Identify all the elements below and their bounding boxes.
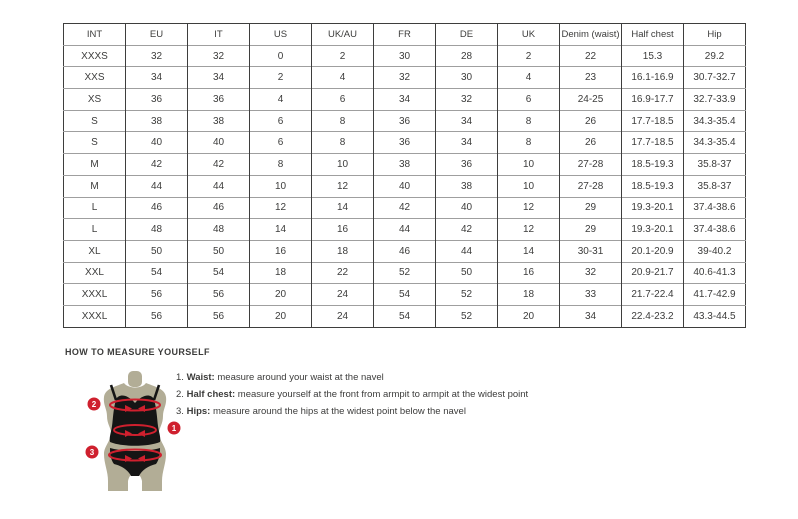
size-cell: S: [64, 132, 126, 154]
size-cell: 0: [250, 45, 312, 67]
size-cell: 42: [126, 154, 188, 176]
column-header: Half chest: [622, 24, 684, 46]
size-cell: 40: [374, 175, 436, 197]
size-cell: 24-25: [560, 89, 622, 111]
measure-instructions: [176, 369, 528, 420]
size-cell: 34: [374, 89, 436, 111]
size-cell: 12: [312, 175, 374, 197]
size-cell: 29.2: [684, 45, 746, 67]
size-cell: 20: [250, 305, 312, 327]
size-cell: 27-28: [560, 154, 622, 176]
size-cell: 54: [374, 305, 436, 327]
size-cell: 56: [188, 305, 250, 327]
size-cell: 38: [374, 154, 436, 176]
size-cell: 12: [498, 197, 560, 219]
size-cell: 4: [312, 67, 374, 89]
size-cell: 34: [436, 110, 498, 132]
size-cell: M: [64, 154, 126, 176]
size-cell: 44: [126, 175, 188, 197]
size-cell: 44: [436, 240, 498, 262]
size-cell: M: [64, 175, 126, 197]
size-cell: 23: [560, 67, 622, 89]
size-cell: 32: [436, 89, 498, 111]
column-header: US: [250, 24, 312, 46]
size-cell: XXXS: [64, 45, 126, 67]
size-cell: 34.3-35.4: [684, 110, 746, 132]
size-cell: 18.5-19.3: [622, 175, 684, 197]
size-cell: 32: [374, 67, 436, 89]
size-cell: 42: [436, 219, 498, 241]
size-cell: 19.3-20.1: [622, 197, 684, 219]
table-row: [64, 219, 746, 241]
size-cell: 6: [250, 110, 312, 132]
size-cell: 16: [312, 219, 374, 241]
size-cell: 44: [374, 219, 436, 241]
table-row: [64, 262, 746, 284]
size-cell: 50: [126, 240, 188, 262]
size-cell: 50: [188, 240, 250, 262]
size-cell: 56: [188, 284, 250, 306]
step-text: measure around your waist at the navel: [217, 372, 384, 383]
size-cell: 36: [374, 132, 436, 154]
size-cell: 37.4-38.6: [684, 219, 746, 241]
measure-badge-1: [168, 422, 181, 435]
size-cell: 6: [498, 89, 560, 111]
size-cell: 35.8-37: [684, 154, 746, 176]
size-cell: 38: [436, 175, 498, 197]
badge-number: 3: [89, 448, 95, 457]
size-cell: L: [64, 197, 126, 219]
size-cell: 46: [374, 240, 436, 262]
size-cell: 40: [126, 132, 188, 154]
size-cell: 10: [498, 175, 560, 197]
size-cell: 34: [560, 305, 622, 327]
size-cell: 52: [436, 305, 498, 327]
size-cell: 24: [312, 284, 374, 306]
size-cell: 30-31: [560, 240, 622, 262]
size-cell: 54: [374, 284, 436, 306]
size-cell: 20.9-21.7: [622, 262, 684, 284]
size-table: [63, 23, 746, 328]
column-header: EU: [126, 24, 188, 46]
size-cell: 50: [436, 262, 498, 284]
badge-number: 1: [171, 424, 177, 433]
size-cell: 18: [312, 240, 374, 262]
column-header: INT: [86, 28, 103, 40]
size-cell: 22: [560, 45, 622, 67]
column-header: UK: [498, 24, 560, 46]
size-cell: 54: [126, 262, 188, 284]
size-cell: 30: [436, 67, 498, 89]
size-cell: 46: [126, 197, 188, 219]
size-cell: 30.7-32.7: [684, 67, 746, 89]
size-cell: 20: [498, 305, 560, 327]
size-cell: 18.5-19.3: [622, 154, 684, 176]
size-cell: XXXL: [64, 284, 126, 306]
size-cell: 15.3: [622, 45, 684, 67]
size-cell: 8: [312, 132, 374, 154]
column-header: Denim (waist): [560, 24, 622, 46]
table-row: [64, 110, 746, 132]
size-cell: XXS: [64, 67, 126, 89]
table-row: [64, 240, 746, 262]
size-cell: 27-28: [560, 175, 622, 197]
size-cell: 10: [498, 154, 560, 176]
size-cell: 43.3-44.5: [684, 305, 746, 327]
size-cell: 38: [126, 110, 188, 132]
size-cell: 16: [250, 240, 312, 262]
table-row: [64, 67, 746, 89]
measure-step-half-chest: [176, 386, 528, 403]
size-cell: 18: [498, 284, 560, 306]
size-cell: 26: [560, 132, 622, 154]
step-number: 1.: [176, 372, 184, 383]
size-cell: 12: [250, 197, 312, 219]
size-cell: 36: [436, 154, 498, 176]
measure-step-waist: [176, 369, 528, 386]
size-cell: 2: [498, 45, 560, 67]
size-cell: 40.6-41.3: [684, 262, 746, 284]
table-row: [64, 284, 746, 306]
size-cell: 36: [374, 110, 436, 132]
table-row: [64, 305, 746, 327]
size-cell: 48: [188, 219, 250, 241]
size-cell: 8: [498, 110, 560, 132]
size-cell: 32: [126, 45, 188, 67]
size-cell: 20: [250, 284, 312, 306]
size-cell: 36: [126, 89, 188, 111]
size-cell: 40: [436, 197, 498, 219]
size-cell: 22: [312, 262, 374, 284]
size-cell: 36: [188, 89, 250, 111]
size-cell: 8: [498, 132, 560, 154]
step-text: measure around the hips at the widest point below the navel: [212, 406, 466, 417]
table-row: [64, 175, 746, 197]
table-header-row: [64, 24, 746, 46]
size-cell: 42: [188, 154, 250, 176]
size-cell: 29: [560, 197, 622, 219]
size-cell: 41.7-42.9: [684, 284, 746, 306]
size-cell: 34: [126, 67, 188, 89]
size-cell: 42: [374, 197, 436, 219]
size-cell: 44: [188, 175, 250, 197]
size-cell: 6: [312, 89, 374, 111]
size-cell: 40: [188, 132, 250, 154]
size-cell: 33: [560, 284, 622, 306]
size-cell: 16.1-16.9: [622, 67, 684, 89]
size-cell: 16.9-17.7: [622, 89, 684, 111]
size-cell: 4: [498, 67, 560, 89]
size-cell: 10: [312, 154, 374, 176]
size-cell: 12: [498, 219, 560, 241]
size-cell: 2: [250, 67, 312, 89]
size-cell: 52: [374, 262, 436, 284]
mannequin-measure-illustration: [82, 371, 188, 491]
column-header: Hip: [684, 24, 746, 46]
size-cell: 20.1-20.9: [622, 240, 684, 262]
step-label: Hips:: [186, 406, 211, 417]
size-cell: 8: [312, 110, 374, 132]
size-cell: 52: [436, 284, 498, 306]
size-cell: 34: [436, 132, 498, 154]
size-cell: 22.4-23.2: [622, 305, 684, 327]
step-number: 3.: [176, 406, 184, 417]
size-cell: 56: [126, 305, 188, 327]
size-cell: 17.7-18.5: [622, 110, 684, 132]
size-cell: 14: [312, 197, 374, 219]
size-cell: 14: [498, 240, 560, 262]
step-label: Waist:: [186, 372, 215, 383]
table-row: [64, 154, 746, 176]
size-cell: 6: [250, 132, 312, 154]
size-cell: 2: [312, 45, 374, 67]
step-text: measure yourself at the front from armpit to armpit at the widest point: [237, 389, 529, 400]
size-cell: 54: [188, 262, 250, 284]
size-cell: 28: [436, 45, 498, 67]
size-chart-section: [63, 23, 746, 328]
size-cell: 32: [560, 262, 622, 284]
size-cell: 4: [250, 89, 312, 111]
size-cell: 8: [250, 154, 312, 176]
size-cell: XS: [64, 89, 126, 111]
size-cell: 37.4-38.6: [684, 197, 746, 219]
size-cell: 10: [250, 175, 312, 197]
column-header: FR: [374, 24, 436, 46]
size-cell: 17.7-18.5: [622, 132, 684, 154]
column-header: DE: [436, 24, 498, 46]
table-row: [64, 197, 746, 219]
size-cell: 16: [498, 262, 560, 284]
measure-badge-3: [86, 446, 99, 459]
table-row: [64, 89, 746, 111]
size-cell: 24: [312, 305, 374, 327]
size-cell: 14: [250, 219, 312, 241]
size-cell: 34: [188, 67, 250, 89]
measure-badge-2: [88, 398, 101, 411]
size-cell: 18: [250, 262, 312, 284]
measure-step-hips: [176, 403, 528, 420]
size-cell: 38: [188, 110, 250, 132]
size-cell: 29: [560, 219, 622, 241]
size-cell: L: [64, 219, 126, 241]
size-cell: XL: [64, 240, 126, 262]
step-label: Half chest:: [186, 389, 236, 400]
size-cell: XXL: [64, 262, 126, 284]
size-cell: 46: [188, 197, 250, 219]
size-cell: 34.3-35.4: [684, 132, 746, 154]
size-cell: 21.7-22.4: [622, 284, 684, 306]
table-row: [64, 45, 746, 67]
size-cell: 35.8-37: [684, 175, 746, 197]
size-cell: 26: [560, 110, 622, 132]
size-cell: 48: [126, 219, 188, 241]
step-number: 2.: [176, 389, 184, 400]
size-cell: 30: [374, 45, 436, 67]
size-cell: 32.7-33.9: [684, 89, 746, 111]
size-cell: 56: [126, 284, 188, 306]
column-header: UK/AU: [312, 24, 374, 46]
table-row: [64, 132, 746, 154]
measure-section-title: HOW TO MEASURE YOURSELF: [65, 347, 210, 357]
size-cell: 32: [188, 45, 250, 67]
size-cell: 39-40.2: [684, 240, 746, 262]
badge-number: 2: [91, 400, 97, 409]
size-cell: XXXL: [64, 305, 126, 327]
size-cell: S: [64, 110, 126, 132]
column-header: IT: [188, 24, 250, 46]
size-cell: 19.3-20.1: [622, 219, 684, 241]
